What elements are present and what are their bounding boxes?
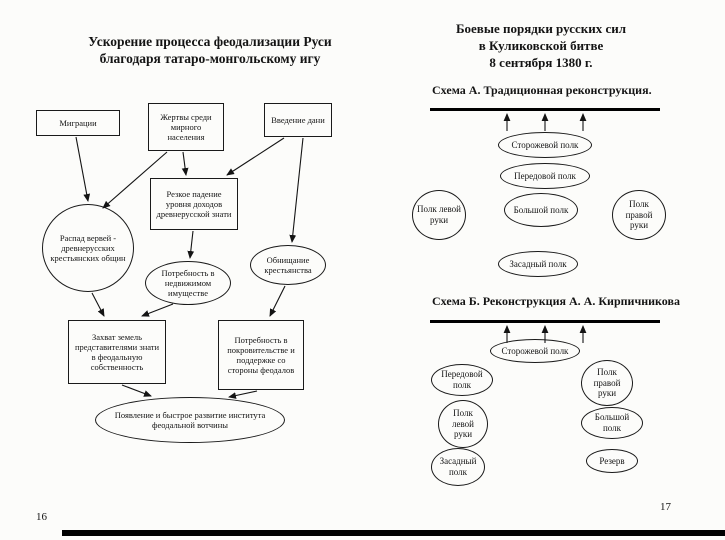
schema-b-node-right-hand: Полк правой руки <box>581 360 633 406</box>
schema-a-node-left-hand: Полк левой руки <box>412 190 466 240</box>
schema-b-node-big: Большой полк <box>581 407 643 439</box>
left-page-number: 16 <box>36 511 47 523</box>
node-victims: Жертвы среди мирного населения <box>148 103 224 151</box>
left-title-line1: Ускорение процесса феодализации Руси <box>88 34 332 49</box>
schema-b-front-line-bar <box>430 320 660 323</box>
node-tribute: Введение дани <box>264 103 332 137</box>
left-title-line2: благодаря татаро-монгольскому игу <box>99 51 321 67</box>
scan-edge <box>62 530 725 536</box>
schema-a-front-line-bar <box>430 108 660 111</box>
node-impoverishment: Обнищание крестьянства <box>250 245 326 285</box>
schema-b-node-ambush: Засадный полк <box>431 448 485 486</box>
schema-b-node-guard: Сторожевой полк <box>490 339 580 363</box>
schema-a-node-guard: Сторожевой полк <box>498 132 592 158</box>
node-patronage-need: Потребность в покровительстве и поддержке со стороны феодалов <box>218 320 304 390</box>
schema-a-node-ambush: Засадный полк <box>498 251 578 277</box>
right-title-line2: в Куликовской битве <box>478 37 604 53</box>
schema-b-node-left-hand: Полк левой руки <box>438 400 488 448</box>
node-property-need: Потребность в недвижимом имуществе <box>145 261 231 305</box>
right-title-line1: Боевые порядки русских сил <box>455 21 627 36</box>
right-title-line3: 8 сентября 1380 г. <box>489 54 593 70</box>
right-page-number: 17 <box>660 501 671 513</box>
right-page-title <box>430 21 652 72</box>
schema-a-node-advance: Передовой полк <box>500 163 590 189</box>
node-community-collapse: Распад вервей - древнерусских крестьянских общин <box>42 204 134 292</box>
schema-a-node-right-hand: Полк правой руки <box>612 190 666 240</box>
node-migrations: Миграции <box>36 110 120 136</box>
node-land-seizure: Захват земель представителями знати в феодальную собственность <box>68 320 166 384</box>
schema-b-node-reserve: Резерв <box>586 449 638 473</box>
node-income-drop: Резкое падение уровня доходов древнерусской знати <box>150 178 238 230</box>
node-feudal-estate: Появление и быстрое развитие института феодальной вотчины <box>95 397 285 443</box>
schema-a-heading: Схема А. Традиционная реконструкция. <box>432 83 652 97</box>
schema-b-node-advance: Передовой полк <box>431 364 493 396</box>
schema-b-heading: Схема Б. Реконструкция А. А. Кирпичникова <box>432 294 680 308</box>
schema-a-node-big: Большой полк <box>504 193 578 227</box>
